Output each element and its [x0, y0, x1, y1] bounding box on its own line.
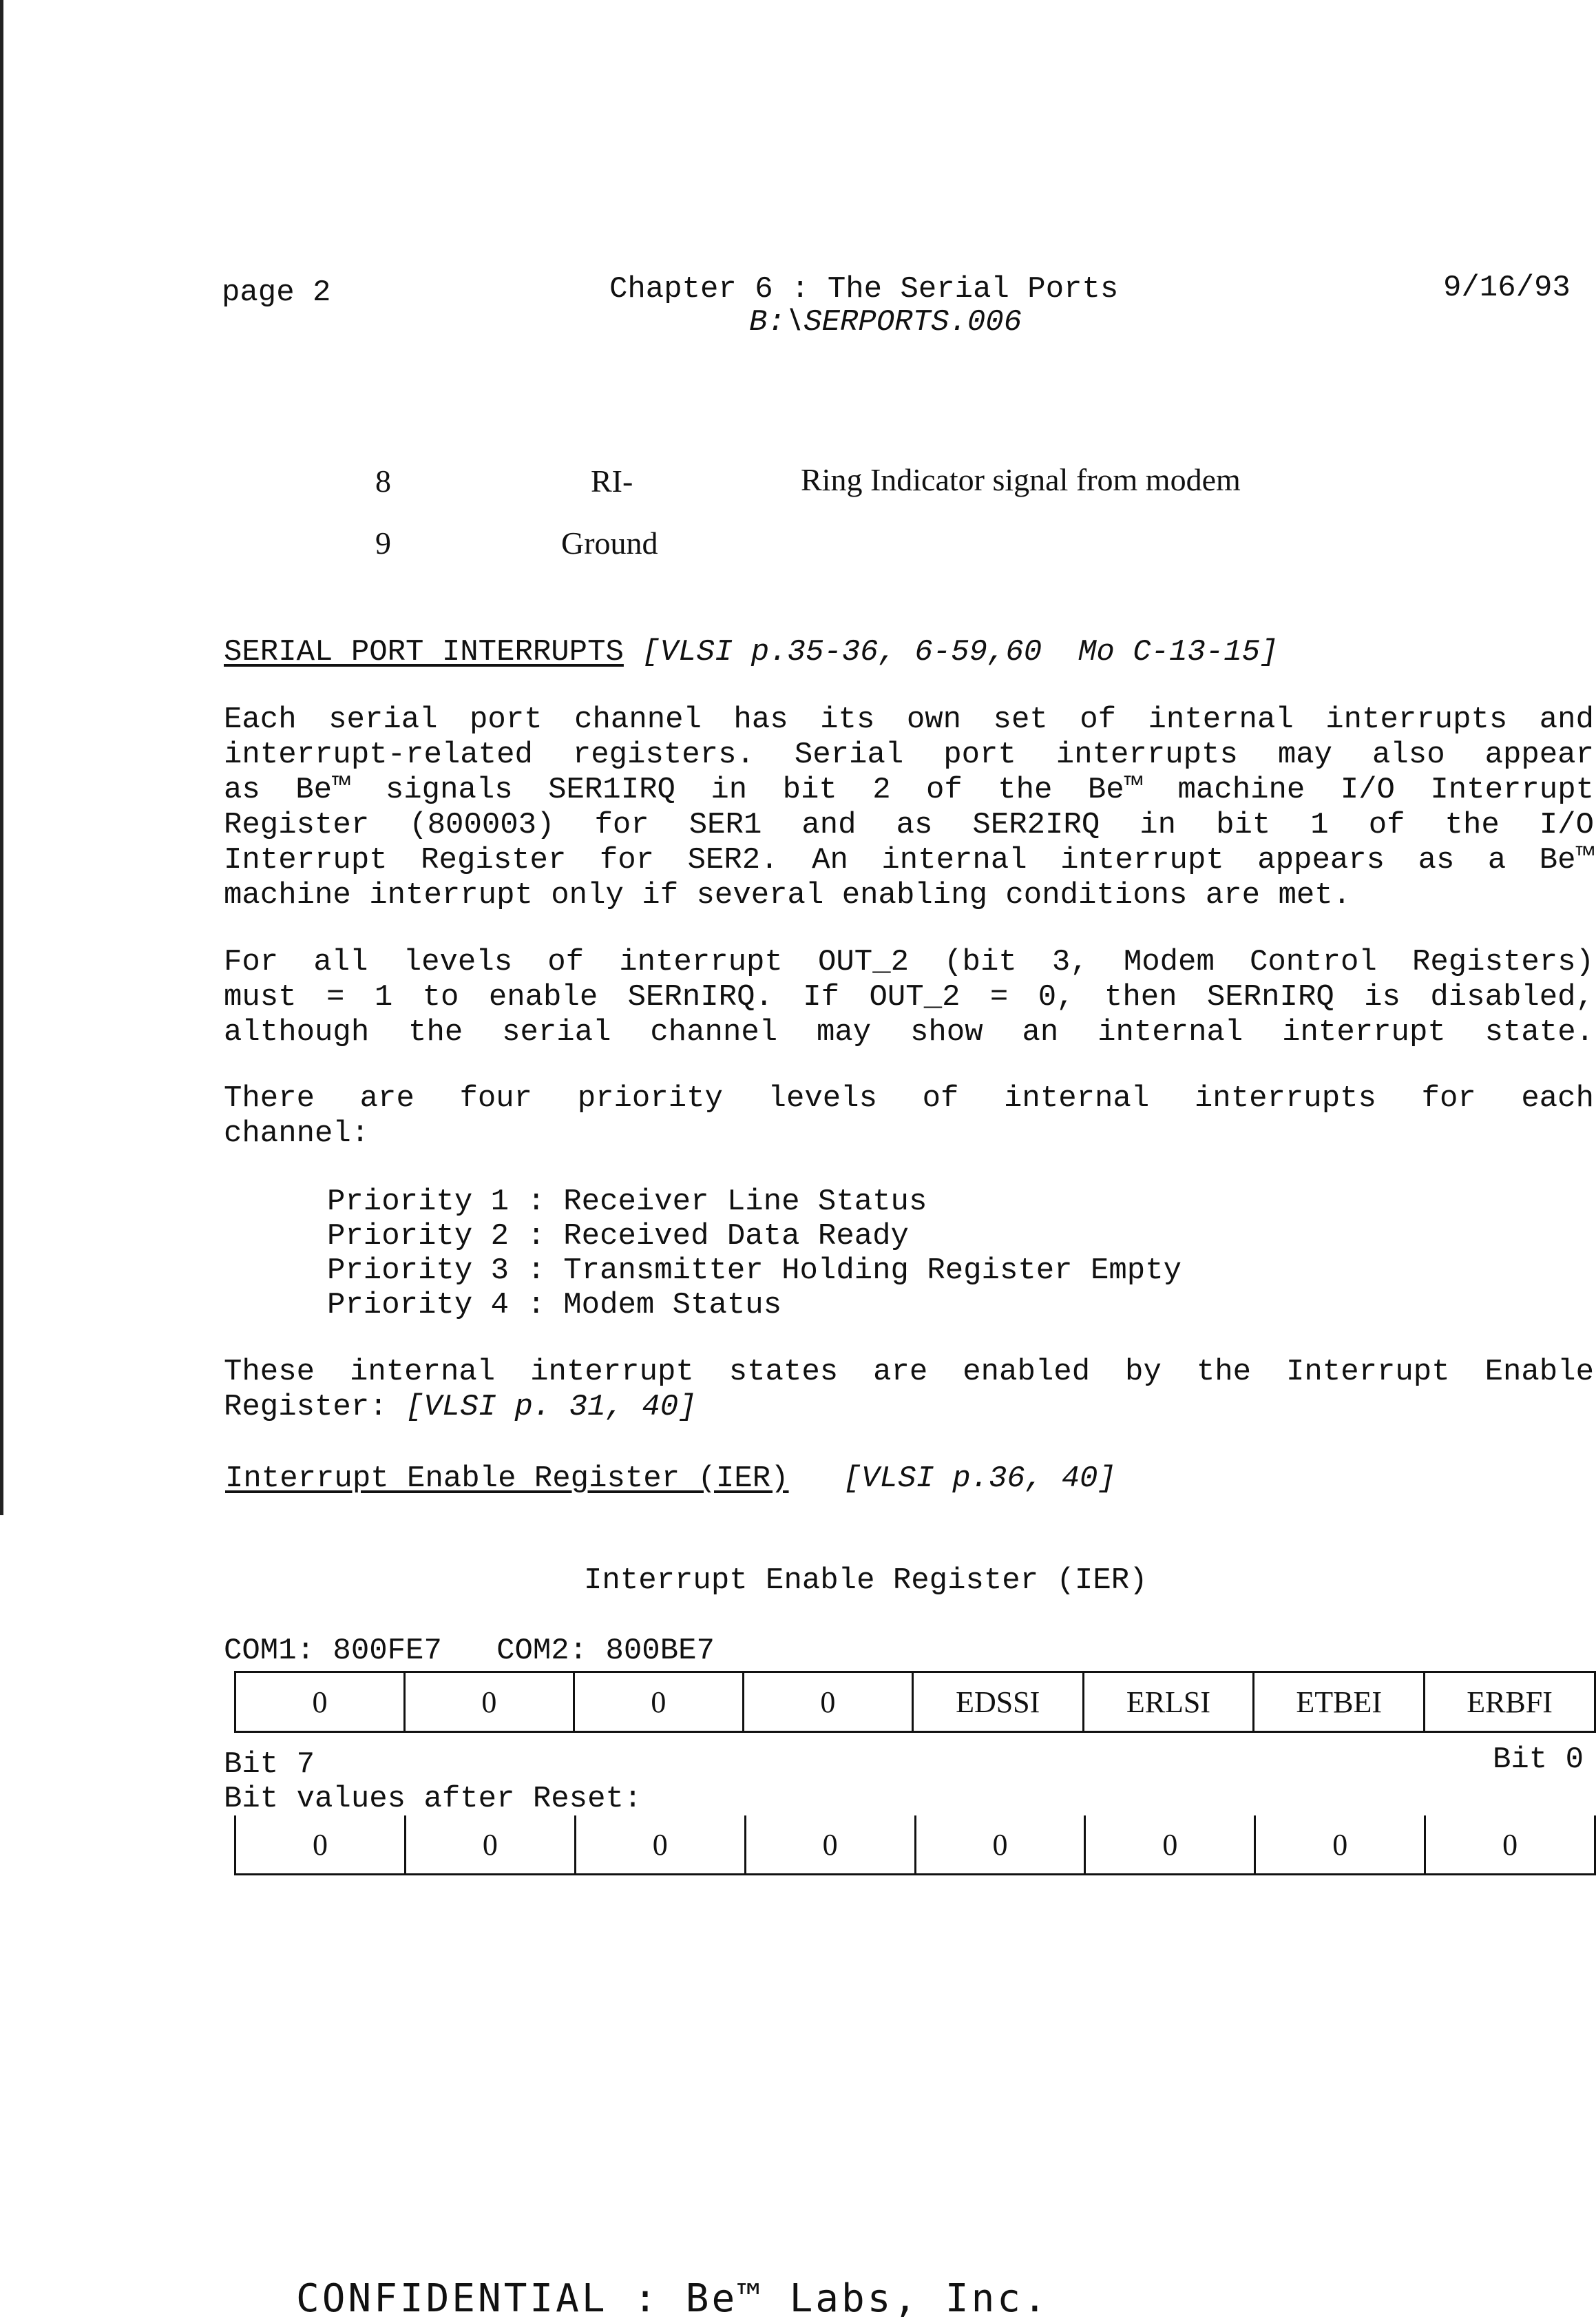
text-line: Register (800003) for SER1 and as SER2IRQ in bit 1 of the I/O — [224, 808, 1594, 842]
bit-field: 0 — [574, 1672, 743, 1732]
text-line: Interrupt Register for SER2. An internal interrupt appears as a Be™ — [224, 843, 1594, 877]
bit-field: 0 — [743, 1672, 912, 1732]
page-edge-bar — [0, 0, 3, 1515]
pin-signal: RI- — [591, 464, 633, 499]
priority-item: Priority 3 : Transmitter Holding Register Empty — [327, 1253, 1182, 1288]
text-line: as Be™ signals SER1IRQ in bit 2 of the Be™ machine I/O Interrupt — [224, 773, 1594, 807]
header-date: 9/16/93 — [1443, 271, 1571, 305]
text-line: interrupt-related registers. Serial port interrupts may also appear — [224, 738, 1594, 772]
text-line: must = 1 to enable SERnIRQ. If OUT_2 = 0, then SERnIRQ is disabled, — [224, 980, 1594, 1014]
reset-value: 0 — [575, 1815, 745, 1875]
section-heading-ier: Interrupt Enable Register (IER) [VLSI p.36, 40] — [225, 1461, 1116, 1496]
confidential-footer: CONFIDENTIAL : Be™ Labs, Inc. — [296, 2276, 1049, 2321]
bit-field: ETBEI — [1254, 1672, 1425, 1732]
priority-item: Priority 4 : Modem Status — [327, 1288, 782, 1322]
pin-signal: Ground — [561, 525, 658, 561]
text-line: For all levels of interrupt OUT_2 (bit 3, Modem Control Registers) — [224, 945, 1594, 979]
bit-0-label: Bit 0 — [1493, 1742, 1584, 1777]
section-heading-serial-interrupts: SERIAL PORT INTERRUPTS [VLSI p.35-36, 6-59,60 Mo C-13-15] — [224, 635, 1279, 669]
text-line: although the serial channel may show an internal interrupt state. — [224, 1015, 1594, 1050]
bit-field: EDSSI — [912, 1672, 1083, 1732]
com-addresses: COM1: 800FE7 COM2: 800BE7 — [224, 1634, 715, 1668]
register-title: Interrupt Enable Register (IER) — [584, 1563, 1148, 1598]
file-path: B:\SERPORTS.006 — [749, 305, 1022, 340]
bit-field: 0 — [404, 1672, 574, 1732]
text-line: machine interrupt only if several enabling conditions are met. — [224, 878, 1352, 913]
priority-item: Priority 2 : Received Data Ready — [327, 1219, 909, 1253]
bit-field: ERLSI — [1083, 1672, 1254, 1732]
reset-value: 0 — [235, 1815, 406, 1875]
ier-reset-values — [234, 1815, 1596, 1875]
reset-value: 0 — [1085, 1815, 1255, 1875]
reset-value: 0 — [1425, 1815, 1595, 1875]
reset-value: 0 — [915, 1815, 1085, 1875]
chapter-title: Chapter 6 : The Serial Ports — [609, 272, 1119, 306]
pin-number: 9 — [375, 525, 391, 561]
text-line: These internal interrupt states are enabled by the Interrupt Enable — [224, 1355, 1594, 1389]
paragraph-interrupts-intro — [224, 702, 1594, 913]
pin-number: 8 — [375, 464, 391, 499]
reset-label: Bit values after Reset: — [224, 1782, 642, 1816]
paragraph-enable — [224, 1355, 1594, 1425]
text-line: There are four priority levels of internal interrupts for each — [224, 1081, 1594, 1116]
priority-item: Priority 1 : Receiver Line Status — [327, 1185, 927, 1219]
text-line: channel: — [224, 1116, 370, 1151]
ier-bit-fields — [234, 1671, 1596, 1733]
text-line: Each serial port channel has its own set of internal interrupts and — [224, 702, 1594, 737]
reset-value: 0 — [745, 1815, 915, 1875]
reset-value: 0 — [1255, 1815, 1425, 1875]
bit-field: 0 — [235, 1672, 405, 1732]
page-number: page 2 — [222, 275, 331, 310]
paragraph-out2 — [224, 945, 1594, 1050]
reset-value: 0 — [405, 1815, 575, 1875]
bit-field: ERBFI — [1425, 1672, 1595, 1732]
paragraph-priority-levels — [224, 1081, 1594, 1152]
text-line: Register: [VLSI p. 31, 40] — [224, 1390, 697, 1424]
bit-7-label: Bit 7 — [224, 1747, 315, 1782]
pin-description: Ring Indicator signal from modem — [801, 462, 1241, 497]
